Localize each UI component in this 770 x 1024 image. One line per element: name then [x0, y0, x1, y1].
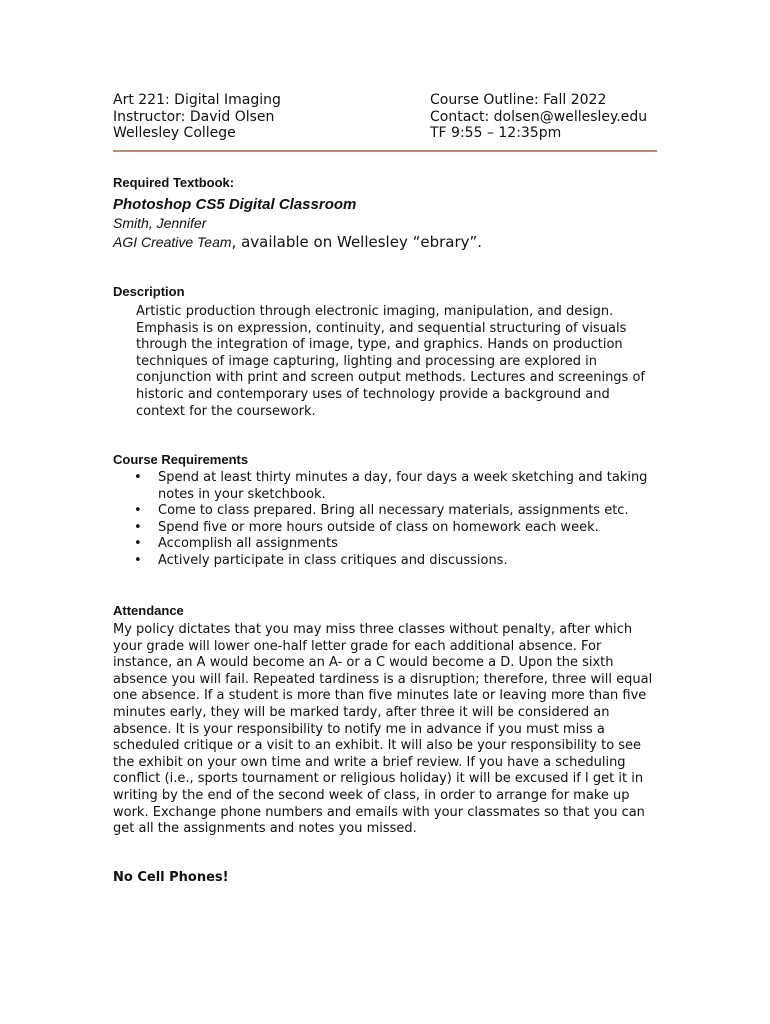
- list-item: [113, 536, 648, 553]
- bullet-icon: •: [134, 536, 142, 552]
- requirement-text: Spend at least thirty minutes a day, four days a week sketching and taking notes in your sketchbook.: [158, 470, 648, 502]
- class-schedule: TF 9:55 – 12:35pm: [430, 125, 562, 141]
- bullet-icon: •: [134, 503, 142, 519]
- bullet-icon: •: [134, 552, 142, 568]
- list-item: [113, 503, 648, 520]
- requirement-text: Actively participate in class critiques and discussions.: [158, 552, 508, 568]
- instructor-name: Instructor: David Olsen: [113, 108, 275, 125]
- requirements-heading: Course Requirements: [113, 452, 249, 467]
- attendance-section: [113, 603, 673, 838]
- list-item: [113, 520, 648, 537]
- course-header: [113, 92, 657, 152]
- requirement-text: Accomplish all assignments: [158, 536, 338, 552]
- bullet-icon: •: [134, 470, 142, 485]
- textbook-availability: , available on Wellesley “ebrary”.: [231, 233, 483, 251]
- contact-email: Contact: dolsen@wellesley.edu: [430, 108, 648, 125]
- description-body: Artistic production through electronic imaging, manipulation, and design. Emphasis is on expression, continuity, and sequential structuring of visuals through the integration of image, type, and graphics. Hands on production techniques of image capturing, lighting and processing are explored in conjunction with print and screen output methods. Lectures and screenings of historic and contemporary uses of technology provide a background and context for the coursework.: [136, 304, 645, 419]
- list-item: [113, 553, 648, 570]
- textbook-section: [113, 175, 673, 251]
- no-cell-phones-note: No Cell Phones!: [113, 870, 229, 885]
- description-section: [113, 284, 673, 420]
- requirement-text: Spend five or more hours outside of class on homework each week.: [158, 519, 599, 535]
- description-heading: Description: [113, 284, 185, 299]
- attendance-body: My policy dictates that you may miss three classes without penalty, after which your grade will lower one-half letter grade for each additional absence. For instance, an A would become an A- or a C would become a D. Upon the sixth absence you will fail. Repeated tardiness is a disruption; therefore, three will equal one absence. If a student is more than five minutes late or leaving more than five minutes early, they will be marked tardy, after three it will be considered an absence. It is your responsibility to notify me in advance if you must miss a scheduled critique or a visit to an exhibit. It will also be your responsibility to see the exhibit on your own time and write a brief review. If you have a scheduling conflict (i.e., sports tournament or religious holiday) it will be excused if I get it in writing by the end of the second week of class, in order to arrange for make up work. Exchange phone numbers and emails with your classmates so that you can get all the assignments and notes you missed.: [113, 622, 653, 837]
- requirements-section: [113, 452, 673, 570]
- textbook-publisher-line: [113, 232, 673, 251]
- bullet-icon: •: [134, 519, 142, 535]
- requirements-list: [113, 470, 673, 570]
- college-name: Wellesley College: [113, 125, 236, 141]
- course-term: Course Outline: Fall 2022: [430, 92, 607, 108]
- course-title: Art 221: Digital Imaging: [113, 92, 281, 108]
- requirement-text: Come to class prepared. Bring all necessary materials, assignments etc.: [158, 503, 629, 519]
- course-info: [113, 92, 281, 142]
- textbook-title: Photoshop CS5 Digital Classroom: [113, 196, 357, 213]
- list-item: [113, 470, 648, 503]
- attendance-heading: Attendance: [113, 603, 184, 618]
- textbook-heading: Required Textbook:: [113, 175, 235, 190]
- course-meta: [430, 92, 647, 142]
- textbook-author: Smith, Jennifer: [113, 215, 207, 231]
- textbook-publisher: AGI Creative Team: [113, 234, 232, 250]
